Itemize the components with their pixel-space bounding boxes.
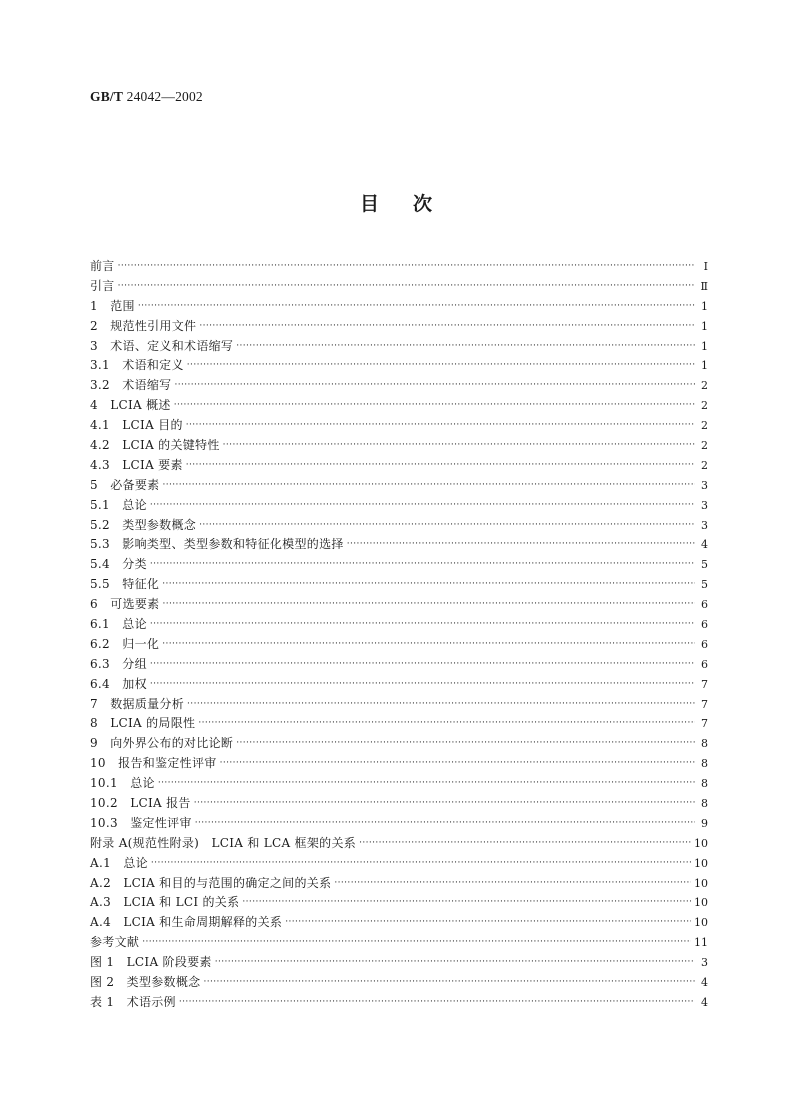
dot-leader xyxy=(174,376,695,396)
toc-entry-label: 引言 xyxy=(90,278,115,293)
toc-entry-page: 6 xyxy=(701,657,708,671)
dot-leader xyxy=(236,337,695,357)
dot-leader xyxy=(203,973,695,993)
dot-leader xyxy=(118,257,695,277)
toc-entry[interactable] xyxy=(90,456,708,476)
toc-entry-label: 4.2 LCIA 的关键特性 xyxy=(90,438,220,452)
toc-entry[interactable] xyxy=(90,913,708,933)
toc-entry-label: 3.1 术语和定义 xyxy=(90,358,184,373)
toc-entry-page: 10 xyxy=(694,856,708,870)
toc-entry[interactable] xyxy=(90,894,708,914)
toc-entry[interactable] xyxy=(90,516,708,536)
toc-entry-page: 4 xyxy=(701,538,708,552)
standard-number: 24042—2002 xyxy=(123,89,203,104)
toc-entry-page: 8 xyxy=(701,737,708,751)
dot-leader xyxy=(223,436,695,456)
toc-entry-page: 2 xyxy=(701,419,708,433)
dot-leader xyxy=(150,496,695,516)
dot-leader xyxy=(158,774,695,794)
dot-leader xyxy=(150,655,695,675)
toc-entry-label: 10.2 LCIA 报告 xyxy=(90,796,191,811)
toc-entry[interactable] xyxy=(90,436,708,456)
toc-entry-label: 图 2 类型参数概念 xyxy=(90,975,201,990)
dot-leader xyxy=(118,277,695,297)
toc-entry-label: 3.2 术语缩写 xyxy=(90,378,172,393)
toc-entry-label: 4.3 LCIA 要素 xyxy=(90,457,183,472)
toc-entry-label: 5.1 总论 xyxy=(90,497,147,512)
toc-entry-page: 5 xyxy=(701,558,708,572)
toc-entry[interactable] xyxy=(90,655,708,675)
toc-entry[interactable] xyxy=(90,396,708,416)
toc-entry[interactable] xyxy=(90,754,708,774)
toc-entry-page: I xyxy=(703,259,708,273)
dot-leader xyxy=(194,794,695,814)
toc-entry[interactable] xyxy=(90,933,708,953)
toc-entry-page: 3 xyxy=(701,498,708,512)
toc-entry[interactable] xyxy=(90,257,708,277)
dot-leader xyxy=(186,456,695,476)
toc-entry-page: 7 xyxy=(701,717,708,731)
toc-entry[interactable] xyxy=(90,317,708,337)
toc-entry-label: 9 向外界公布的对比论断 xyxy=(90,736,234,751)
standard-code xyxy=(90,89,203,105)
toc-entry-page: Ⅱ xyxy=(700,279,708,293)
toc-entry[interactable] xyxy=(90,675,708,695)
toc-entry-page: 10 xyxy=(694,916,708,930)
dot-leader xyxy=(142,933,691,953)
toc-entry-label: A.4 LCIA 和生命周期解释的关系 xyxy=(90,915,283,930)
toc-entry[interactable] xyxy=(90,714,708,734)
toc-entry-page: 1 xyxy=(701,359,708,373)
dot-leader xyxy=(285,913,691,933)
toc-entry-label: 图 1 LCIA 阶段要素 xyxy=(90,955,212,970)
toc-entry[interactable] xyxy=(90,496,708,516)
toc-entry-page: 6 xyxy=(701,598,708,612)
toc-entry-page: 2 xyxy=(701,399,708,413)
toc-entry[interactable] xyxy=(90,416,708,436)
dot-leader xyxy=(359,834,691,854)
toc-entry[interactable] xyxy=(90,774,708,794)
toc-entry[interactable] xyxy=(90,953,708,973)
toc-entry-label: 4 LCIA 概述 xyxy=(90,398,171,413)
toc-entry-label: A.1 总论 xyxy=(90,855,148,870)
dot-leader xyxy=(199,516,695,536)
toc-entry-label: 10.1 总论 xyxy=(90,776,155,791)
toc-entry-label: 附录 A(规范性附录) LCIA 和 LCA 框架的关系 xyxy=(90,835,357,850)
toc-entry-label: 5.2 类型参数概念 xyxy=(90,517,197,532)
toc-entry[interactable] xyxy=(90,277,708,297)
toc-entry-label: 10.3 鉴定性评审 xyxy=(90,815,192,830)
dot-leader xyxy=(162,635,695,655)
dot-leader xyxy=(179,993,695,1013)
toc-entry-page: 1 xyxy=(701,319,708,333)
toc-entry-label: 3 术语、定义和术语缩写 xyxy=(90,338,234,353)
toc-entry-label: 8 LCIA 的局限性 xyxy=(90,716,196,731)
toc-entry[interactable] xyxy=(90,854,708,874)
dot-leader xyxy=(242,894,691,914)
toc-entry-label: 6 可选要素 xyxy=(90,597,160,612)
toc-entry[interactable] xyxy=(90,555,708,575)
dot-leader xyxy=(220,754,695,774)
dot-leader xyxy=(187,356,695,376)
toc-entry-page: 2 xyxy=(701,439,708,452)
dot-leader xyxy=(162,476,695,496)
toc-entry[interactable] xyxy=(90,794,708,814)
toc-entry-page: 9 xyxy=(701,816,708,830)
toc-entry[interactable] xyxy=(90,615,708,635)
toc-entry-page: 8 xyxy=(701,777,708,791)
toc-entry-label: 10 报告和鉴定性评审 xyxy=(90,756,217,771)
dot-leader xyxy=(199,317,695,337)
toc-entry-label: 6.1 总论 xyxy=(90,617,147,632)
toc-entry-label: 5.4 分类 xyxy=(90,557,147,572)
toc-entry-page: 3 xyxy=(701,478,708,492)
toc-entry-page: 6 xyxy=(701,618,708,632)
toc-entry[interactable] xyxy=(90,376,708,396)
dot-leader xyxy=(162,575,695,595)
toc-entry[interactable] xyxy=(90,993,708,1013)
dot-leader xyxy=(215,953,695,973)
toc-entry[interactable] xyxy=(90,635,708,655)
dot-leader xyxy=(138,297,695,317)
toc-entry-page: 8 xyxy=(701,757,708,771)
standard-prefix: GB/T xyxy=(90,89,124,104)
dot-leader xyxy=(150,555,695,575)
toc-entry[interactable] xyxy=(90,595,708,615)
dot-leader xyxy=(187,695,695,715)
dot-leader xyxy=(162,595,695,615)
toc-entry-page: 8 xyxy=(701,797,708,811)
toc-entry[interactable] xyxy=(90,575,708,595)
dot-leader xyxy=(347,535,695,555)
toc-entry[interactable] xyxy=(90,973,708,993)
toc-entry-page: 1 xyxy=(701,299,708,313)
toc-entry-page: 3 xyxy=(701,956,708,970)
toc-entry-label: 4.1 LCIA 目的 xyxy=(90,418,183,433)
toc-entry[interactable] xyxy=(90,834,708,854)
toc-entry[interactable] xyxy=(90,476,708,496)
toc-entry[interactable] xyxy=(90,337,708,357)
toc-entry-label: 2 规范性引用文件 xyxy=(90,318,197,333)
toc-entry-page: 4 xyxy=(701,976,708,990)
toc-entry[interactable] xyxy=(90,297,708,317)
dot-leader xyxy=(186,416,695,436)
toc-entry-page: 3 xyxy=(701,518,708,532)
toc-entry-label: 6.3 分组 xyxy=(90,656,147,671)
toc-entry-label: 6.4 加权 xyxy=(90,676,147,691)
toc-entry[interactable] xyxy=(90,535,708,555)
toc-entry-page: 4 xyxy=(701,995,708,1009)
toc-entry-page: 7 xyxy=(701,677,708,691)
toc-entry-label: 7 数据质量分析 xyxy=(90,696,185,711)
dot-leader xyxy=(198,714,695,734)
toc-entry[interactable] xyxy=(90,695,708,715)
toc-entry-label: A.3 LCIA 和 LCI 的关系 xyxy=(90,895,240,910)
toc-entry-page: 5 xyxy=(701,578,708,592)
toc-entry-page: 7 xyxy=(701,697,708,711)
toc-entry[interactable] xyxy=(90,356,708,376)
toc-entry-label: 5 必备要素 xyxy=(90,477,160,492)
toc-entry-page: 2 xyxy=(701,379,708,393)
table-of-contents xyxy=(90,257,708,1013)
toc-entry-page: 1 xyxy=(701,339,708,353)
toc-entry[interactable] xyxy=(90,734,708,754)
toc-entry-page: 6 xyxy=(701,637,708,651)
dot-leader xyxy=(236,734,695,754)
toc-entry-label: 表 1 术语示例 xyxy=(90,994,176,1009)
toc-entry-label: 前言 xyxy=(90,258,115,273)
toc-entry-label: 6.2 归一化 xyxy=(90,636,160,651)
dot-leader xyxy=(195,814,695,834)
dot-leader xyxy=(151,854,691,874)
toc-entry[interactable] xyxy=(90,814,708,834)
dot-leader xyxy=(150,675,695,695)
toc-entry-label: 5.3 影响类型、类型参数和特征化模型的选择 xyxy=(90,537,344,552)
toc-entry[interactable] xyxy=(90,874,708,894)
toc-entry-page: 10 xyxy=(694,836,708,850)
dot-leader xyxy=(334,874,691,894)
toc-entry-label: 参考文献 xyxy=(90,935,140,950)
toc-entry-page: 10 xyxy=(694,876,708,890)
toc-entry-page: 11 xyxy=(694,936,708,950)
toc-entry-label: A.2 LCIA 和目的与范围的确定之间的关系 xyxy=(90,875,332,890)
toc-entry-label: 1 范围 xyxy=(90,298,135,313)
page-title: 目次 xyxy=(359,193,466,215)
toc-entry-label: 5.5 特征化 xyxy=(90,577,160,592)
dot-leader xyxy=(150,615,695,635)
dot-leader xyxy=(174,396,695,416)
toc-entry-page: 10 xyxy=(694,896,708,910)
toc-entry-page: 2 xyxy=(701,458,708,472)
